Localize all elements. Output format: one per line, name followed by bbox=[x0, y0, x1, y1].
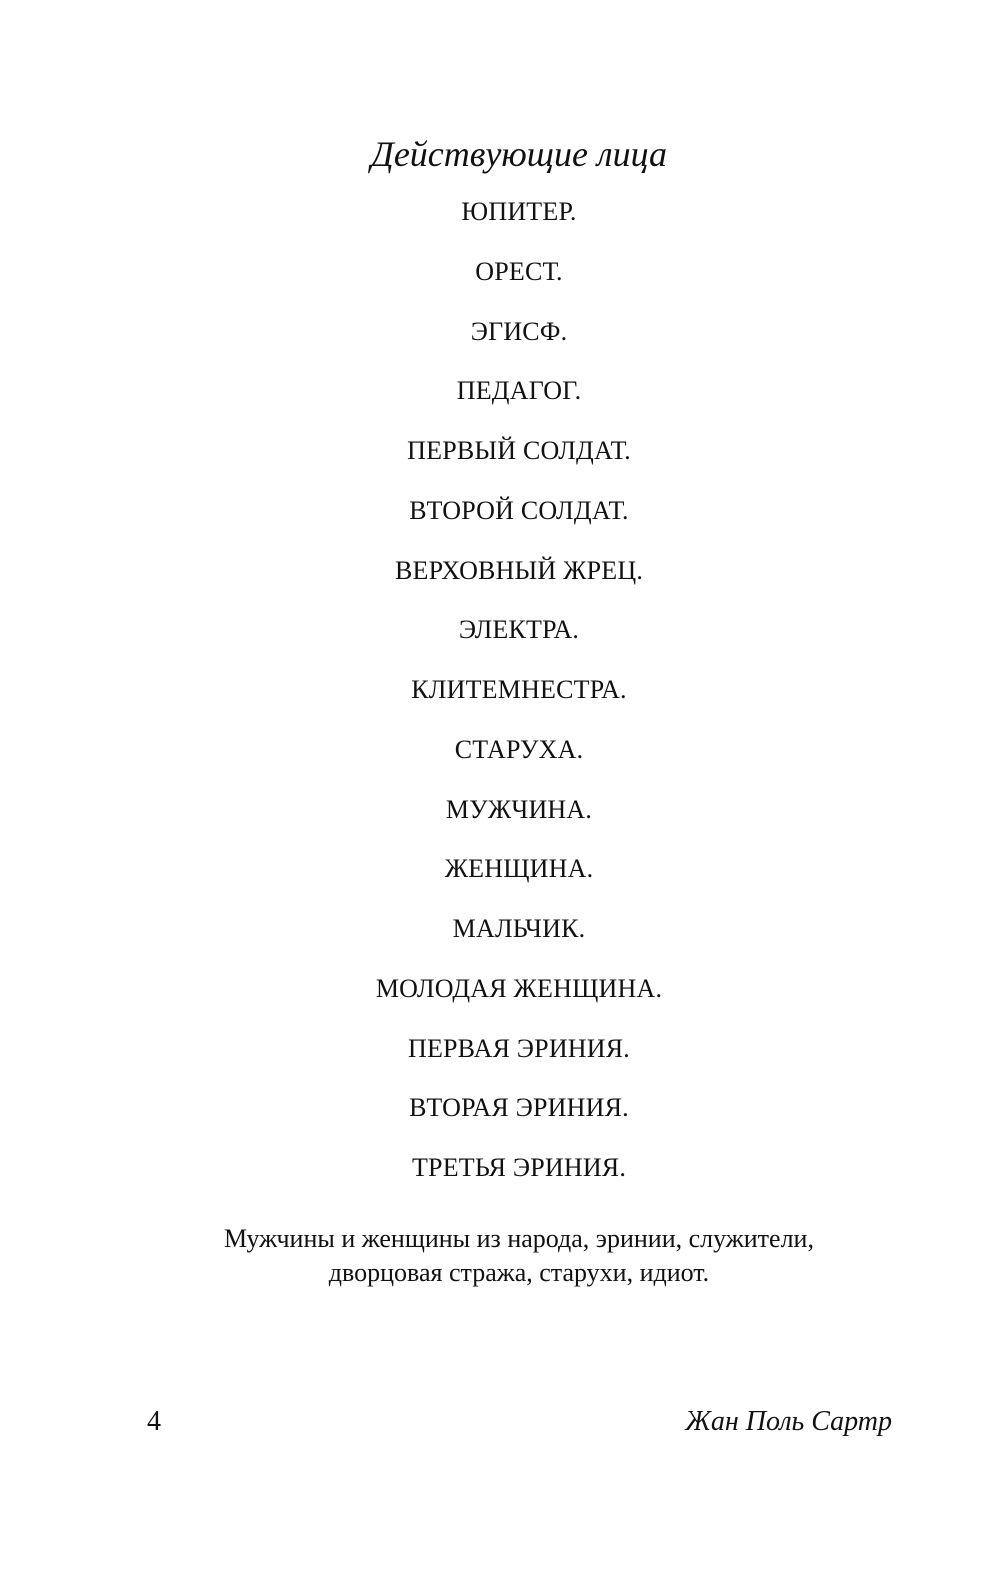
extras-note bbox=[0, 1222, 1000, 1290]
cast-item-second-soldier: ВТОРОЙ СОЛДАТ. bbox=[409, 495, 629, 525]
extras-line-2: дворцовая стража, старухи, идиот. bbox=[328, 1258, 710, 1287]
cast-item-woman: ЖЕНЩИНА. bbox=[444, 854, 594, 884]
cast-item-first-soldier: ПЕРВЫЙ СОЛДАТ. bbox=[407, 436, 631, 465]
cast-item-electra: ЭЛЕКТРА. bbox=[458, 615, 580, 645]
cast-item-jupiter: ЮПИТЕР. bbox=[461, 197, 577, 226]
cast-item-man: МУЖЧИНА. bbox=[445, 794, 593, 824]
author-running-footer: Жан Поль Сартр bbox=[685, 1406, 892, 1437]
cast-item-clytemnestra: КЛИТЕМНЕСТРА. bbox=[411, 675, 627, 704]
cast-item-high-priest: ВЕРХОВНЫЙ ЖРЕЦ. bbox=[394, 555, 644, 585]
cast-list bbox=[0, 190, 1000, 1206]
cast-item-second-erinys: ВТОРАЯ ЭРИНИЯ. bbox=[409, 1093, 629, 1123]
cast-item-boy: МАЛЬЧИК. bbox=[452, 914, 586, 943]
cast-item-orestes: ОРЕСТ. bbox=[475, 256, 563, 286]
cast-item-young-woman: МОЛОДАЯ ЖЕНЩИНА. bbox=[375, 973, 663, 1003]
cast-item-first-erinys: ПЕРВАЯ ЭРИНИЯ. bbox=[407, 1033, 631, 1063]
page-heading: Действующие лица bbox=[370, 134, 668, 174]
cast-item-aegisthus: ЭГИСФ. bbox=[470, 316, 568, 346]
cast-item-tutor: ПЕДАГОГ. bbox=[456, 376, 582, 406]
cast-item-old-woman: СТАРУХА. bbox=[454, 734, 584, 764]
page-number: 4 bbox=[147, 1406, 161, 1437]
extras-line-1: Мужчины и женщины из народа, эринии, служители, bbox=[224, 1224, 814, 1253]
cast-item-third-erinys: ТРЕТЬЯ ЭРИНИЯ. bbox=[411, 1153, 627, 1182]
